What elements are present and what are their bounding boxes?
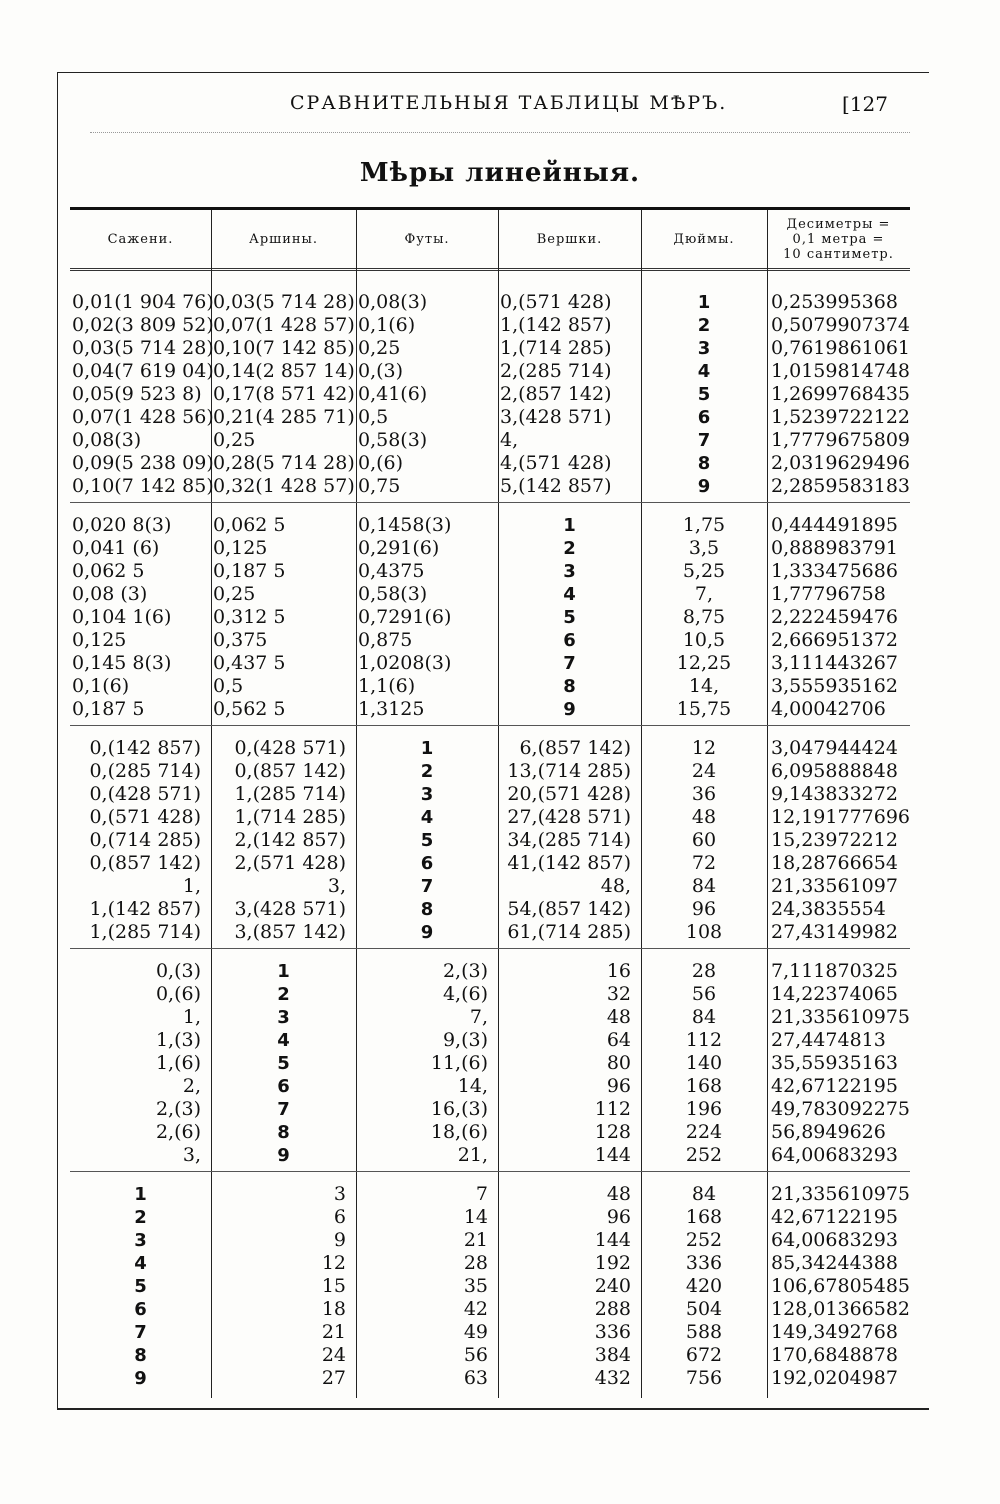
table-cell: 504 xyxy=(685,1298,723,1320)
table-cell: 1,(714 285) xyxy=(500,337,612,359)
table-cell: 128 xyxy=(594,1121,631,1143)
table-cell: 384 xyxy=(594,1344,631,1366)
table-cell: 0,5079907374 xyxy=(771,314,911,336)
table-cell: 0,253995368 xyxy=(771,291,898,313)
table-cell: 196 xyxy=(685,1098,723,1120)
table-cell: 0,(714 285) xyxy=(89,829,201,851)
table-cell: 8,75 xyxy=(682,606,726,628)
table-cell: 15,75 xyxy=(676,698,732,720)
table-cell: 1,7779675809 xyxy=(771,429,911,451)
table-cell: 2,(571 428) xyxy=(234,852,346,874)
table-cell: 3,555935162 xyxy=(771,675,898,697)
table-cell: 8 xyxy=(134,1345,147,1366)
table-cell: 2,0319629496 xyxy=(771,452,911,474)
table-cell: 14,22374065 xyxy=(771,983,898,1005)
table-cell: 1,1(6) xyxy=(358,675,416,697)
table-cell: 9 xyxy=(420,922,434,943)
table-cell: 2,2859583183 xyxy=(771,475,911,497)
table-cell: 0,08(3) xyxy=(72,429,142,451)
table-cell: 85,34244388 xyxy=(771,1252,898,1274)
table-cell: 15 xyxy=(321,1275,346,1297)
header-decimetry: Десиметры = 0,1 метра = 10 сантиметр. xyxy=(783,216,894,262)
table-cell: 63 xyxy=(463,1367,488,1389)
table-cell: 10,5 xyxy=(682,629,726,651)
block-separator xyxy=(70,948,910,949)
table-cell: 42 xyxy=(463,1298,488,1320)
table-cell: 6 xyxy=(277,1076,290,1097)
table-cell: 2,666951372 xyxy=(771,629,898,651)
table-cell: 2,(3) xyxy=(442,960,488,982)
table-cell: 2,222459476 xyxy=(771,606,898,628)
table-cell: 1 xyxy=(563,515,576,536)
table-cell: 7, xyxy=(469,1006,488,1028)
table-cell: 3 xyxy=(134,1230,147,1251)
block-separator xyxy=(70,1171,910,1172)
table-cell: 4 xyxy=(563,584,576,605)
table-cell: 96 xyxy=(606,1206,631,1228)
table-cell: 80 xyxy=(606,1052,631,1074)
table-cell: 0,(142 857) xyxy=(89,737,201,759)
table-cell: 2 xyxy=(134,1207,147,1228)
table-cell: 0,125 xyxy=(213,537,268,559)
block-separator xyxy=(70,502,910,503)
table-cell: 9 xyxy=(697,476,711,497)
table-cell: 1,333475686 xyxy=(771,560,898,582)
table-cell: 6 xyxy=(563,630,576,651)
table-cell: 41,(142 857) xyxy=(507,852,631,874)
table-header-row xyxy=(70,210,910,271)
table-cell: 9 xyxy=(563,699,576,720)
table-cell: 0,25 xyxy=(213,583,256,605)
table-cell: 2,(857 142) xyxy=(500,383,612,405)
running-head: СРАВНИТЕЛЬНЫЯ ТАБЛИЦЫ МѢРЪ. xyxy=(290,92,728,114)
table-cell: 96 xyxy=(691,898,717,920)
table-cell: 8 xyxy=(563,676,576,697)
table-cell: 252 xyxy=(685,1144,723,1166)
table-cell: 12 xyxy=(691,737,717,759)
table-cell: 3, xyxy=(327,875,346,897)
table-cell: 42,67122195 xyxy=(771,1075,898,1097)
table-cell: 9 xyxy=(134,1368,147,1389)
table-cell: 0,(6) xyxy=(358,452,404,474)
table-cell: 96 xyxy=(606,1075,631,1097)
table-cell: 112 xyxy=(685,1029,723,1051)
table-cell: 0,04(7 619 04) xyxy=(72,360,214,382)
table-cell: 0,(428 571) xyxy=(234,737,346,759)
table-cell: 27,4474813 xyxy=(771,1029,886,1051)
table-cell: 24 xyxy=(691,760,717,782)
column-rule xyxy=(767,210,768,1398)
table-cell: 14, xyxy=(457,1075,488,1097)
table-cell: 1 xyxy=(134,1184,147,1205)
table-cell: 0,020 8(3) xyxy=(72,514,172,536)
table-cell: 8 xyxy=(697,453,711,474)
table-cell: 0,7619861061 xyxy=(771,337,911,359)
table-cell: 3 xyxy=(563,561,576,582)
table-cell: 0,28(5 714 28) xyxy=(213,452,355,474)
table-cell: 7 xyxy=(475,1183,488,1205)
table-cell: 36 xyxy=(691,783,717,805)
table-cell: 2,(6) xyxy=(155,1121,201,1143)
table-cell: 8 xyxy=(420,899,434,920)
table-cell: 49 xyxy=(463,1321,488,1343)
table-cell: 9,143833272 xyxy=(771,783,898,805)
header-sazheni: Сажени. xyxy=(107,231,174,247)
table-cell: 0,75 xyxy=(358,475,401,497)
table-cell: 20,(571 428) xyxy=(507,783,631,805)
table-cell: 21, xyxy=(457,1144,488,1166)
table-cell: 27,(428 571) xyxy=(507,806,631,828)
table-cell: 4,(6) xyxy=(442,983,488,1005)
table-cell: 1,77796758 xyxy=(771,583,886,605)
table-cell: 5 xyxy=(134,1276,147,1297)
table-cell: 192 xyxy=(594,1252,631,1274)
table-cell: 0,(857 142) xyxy=(234,760,346,782)
table-cell: 2, xyxy=(182,1075,201,1097)
table-cell: 1,(285 714) xyxy=(234,783,346,805)
table-cell: 0,(428 571) xyxy=(89,783,201,805)
table-cell: 0,(571 428) xyxy=(500,291,612,313)
table-cell: 3 xyxy=(697,338,711,359)
table-cell: 49,783092275 xyxy=(771,1098,911,1120)
table-cell: 1,(285 714) xyxy=(89,921,201,943)
table-cell: 0,444491895 xyxy=(771,514,898,536)
table-cell: 35 xyxy=(463,1275,488,1297)
page-number: [127 xyxy=(842,92,888,116)
table-cell: 21 xyxy=(463,1229,488,1251)
table-cell: 420 xyxy=(685,1275,723,1297)
table-cell: 0,10(7 142 85) xyxy=(72,475,214,497)
table-cell: 672 xyxy=(685,1344,723,1366)
table-cell: 0,17(8 571 42) xyxy=(213,383,355,405)
table-cell: 27 xyxy=(321,1367,346,1389)
table-cell: 0,437 5 xyxy=(213,652,286,674)
table-cell: 2,(285 714) xyxy=(500,360,612,382)
table-cell: 0,(285 714) xyxy=(89,760,201,782)
table-cell: 1 xyxy=(420,738,434,759)
table-cell: 28 xyxy=(463,1252,488,1274)
table-cell: 0,58(3) xyxy=(358,429,428,451)
table-cell: 1,75 xyxy=(682,514,726,536)
header-arshiny: Аршины. xyxy=(248,231,319,247)
table-title: Мѣры линейныя. xyxy=(359,158,641,188)
table-cell: 54,(857 142) xyxy=(507,898,631,920)
table-cell: 18,28766654 xyxy=(771,852,898,874)
measures-table xyxy=(70,207,910,1398)
table-cell: 5 xyxy=(697,384,711,405)
table-cell: 3,047944424 xyxy=(771,737,898,759)
table-cell: 4 xyxy=(134,1253,147,1274)
table-cell: 7 xyxy=(277,1099,290,1120)
table-cell: 0,062 5 xyxy=(213,514,286,536)
table-cell: 1,(6) xyxy=(155,1052,201,1074)
table-cell: 5 xyxy=(420,830,434,851)
table-cell: 0,03(5 714 28) xyxy=(213,291,355,313)
table-cell: 5 xyxy=(277,1053,290,1074)
header-vershki: Вершки. xyxy=(536,231,603,247)
table-cell: 56 xyxy=(463,1344,488,1366)
table-cell: 32 xyxy=(606,983,631,1005)
table-cell: 149,3492768 xyxy=(771,1321,898,1343)
table-cell: 1,(142 857) xyxy=(500,314,612,336)
table-cell: 0,14(2 857 14) xyxy=(213,360,355,382)
table-cell: 0,1(6) xyxy=(72,675,130,697)
table-cell: 48, xyxy=(600,875,631,897)
table-cell: 144 xyxy=(594,1144,631,1166)
table-cell: 7 xyxy=(563,653,576,674)
table-cell: 192,0204987 xyxy=(771,1367,898,1389)
table-cell: 4 xyxy=(420,807,434,828)
table-cell: 336 xyxy=(594,1321,631,1343)
table-cell: 18,(6) xyxy=(430,1121,488,1143)
table-cell: 0,5 xyxy=(358,406,389,428)
table-cell: 6,(857 142) xyxy=(519,737,631,759)
table-cell: 64,00683293 xyxy=(771,1144,898,1166)
table-cell: 6 xyxy=(333,1206,346,1228)
table-cell: 84 xyxy=(691,875,717,897)
table-cell: 1 xyxy=(277,961,290,982)
table-cell: 0,(3) xyxy=(358,360,404,382)
table-cell: 1 xyxy=(697,292,711,313)
table-cell: 240 xyxy=(594,1275,631,1297)
table-cell: 0,08(3) xyxy=(358,291,428,313)
table-cell: 3 xyxy=(277,1007,290,1028)
table-cell: 432 xyxy=(594,1367,631,1389)
table-cell: 14, xyxy=(688,675,720,697)
table-cell: 2 xyxy=(277,984,290,1005)
table-cell: 48 xyxy=(606,1183,631,1205)
table-cell: 1, xyxy=(182,1006,201,1028)
table-cell: 7 xyxy=(697,430,711,451)
table-cell: 1,(142 857) xyxy=(89,898,201,920)
table-cell: 2 xyxy=(563,538,576,559)
table-cell: 0,291(6) xyxy=(358,537,440,559)
table-cell: 21,335610975 xyxy=(771,1183,911,1205)
table-cell: 56 xyxy=(691,983,717,1005)
table-cell: 0,062 5 xyxy=(72,560,145,582)
table-cell: 168 xyxy=(685,1206,723,1228)
table-cell: 8 xyxy=(277,1122,290,1143)
table-cell: 170,6848878 xyxy=(771,1344,898,1366)
table-cell: 3,111443267 xyxy=(771,652,898,674)
table-cell: 35,55935163 xyxy=(771,1052,898,1074)
table-cell: 0,01(1 904 76) xyxy=(72,291,214,313)
table-cell: 0,07(1 428 56) xyxy=(72,406,214,428)
table-cell: 84 xyxy=(691,1183,717,1205)
table-cell: 0,08 (3) xyxy=(72,583,148,605)
table-cell: 0,1(6) xyxy=(358,314,416,336)
table-cell: 6 xyxy=(134,1299,147,1320)
table-cell: 6,095888848 xyxy=(771,760,898,782)
table-cell: 224 xyxy=(685,1121,723,1143)
table-cell: 0,25 xyxy=(213,429,256,451)
table-cell: 1,(3) xyxy=(155,1029,201,1051)
table-cell: 27,43149982 xyxy=(771,921,898,943)
table-cell: 0,888983791 xyxy=(771,537,898,559)
table-cell: 0,41(6) xyxy=(358,383,428,405)
table-cell: 21 xyxy=(321,1321,346,1343)
table-cell: 0,375 xyxy=(213,629,268,651)
table-cell: 0,5 xyxy=(213,675,244,697)
table-cell: 140 xyxy=(685,1052,723,1074)
table-cell: 288 xyxy=(594,1298,631,1320)
table-cell: 3 xyxy=(333,1183,346,1205)
table-cell: 0,(571 428) xyxy=(89,806,201,828)
table-cell: 252 xyxy=(685,1229,723,1251)
table-cell: 0,562 5 xyxy=(213,698,286,720)
table-cell: 5 xyxy=(563,607,576,628)
table-cell: 4 xyxy=(277,1030,290,1051)
table-cell: 60 xyxy=(691,829,717,851)
table-cell: 7 xyxy=(420,876,434,897)
table-cell: 4,00042706 xyxy=(771,698,886,720)
table-cell: 756 xyxy=(685,1367,723,1389)
table-cell: 0,(6) xyxy=(155,983,201,1005)
table-cell: 0,21(4 285 71) xyxy=(213,406,355,428)
page-frame-bottom-rule xyxy=(57,1408,929,1410)
table-cell: 28 xyxy=(691,960,717,982)
table-cell: 16,(3) xyxy=(430,1098,488,1120)
table-cell: 9 xyxy=(333,1229,346,1251)
table-cell: 12,191777696 xyxy=(771,806,911,828)
table-cell: 2 xyxy=(420,761,434,782)
table-cell: 48 xyxy=(691,806,717,828)
table-cell: 18 xyxy=(321,1298,346,1320)
table-cell: 5,25 xyxy=(682,560,726,582)
table-cell: 24,3835554 xyxy=(771,898,886,920)
table-cell: 64,00683293 xyxy=(771,1229,898,1251)
table-cell: 1, xyxy=(182,875,201,897)
table-cell: 0,10(7 142 85) xyxy=(213,337,355,359)
table-cell: 4 xyxy=(697,361,711,382)
table-cell: 108 xyxy=(685,921,723,943)
table-cell: 0,145 8(3) xyxy=(72,652,172,674)
table-cell: 14 xyxy=(463,1206,488,1228)
table-cell: 7, xyxy=(694,583,714,605)
table-cell: 128,01366582 xyxy=(771,1298,911,1320)
table-cell: 6 xyxy=(420,853,434,874)
table-cell: 15,23972212 xyxy=(771,829,898,851)
table-cell: 0,125 xyxy=(72,629,127,651)
table-cell: 588 xyxy=(685,1321,723,1343)
table-cell: 3 xyxy=(420,784,434,805)
table-cell: 0,187 5 xyxy=(72,698,145,720)
table-cell: 0,1458(3) xyxy=(358,514,452,536)
table-cell: 0,312 5 xyxy=(213,606,286,628)
table-cell: 0,104 1(6) xyxy=(72,606,172,628)
table-cell: 0,(3) xyxy=(155,960,201,982)
table-cell: 0,(857 142) xyxy=(89,852,201,874)
table-cell: 0,58(3) xyxy=(358,583,428,605)
table-cell: 0,4375 xyxy=(358,560,425,582)
table-cell: 106,67805485 xyxy=(771,1275,911,1297)
table-cell: 0,02(3 809 52) xyxy=(72,314,214,336)
table-cell: 0,875 xyxy=(358,629,413,651)
table-cell: 7 xyxy=(134,1322,147,1343)
table-cell: 2,(3) xyxy=(155,1098,201,1120)
header-futy: Футы. xyxy=(404,231,450,247)
table-cell: 9 xyxy=(277,1145,290,1166)
table-cell: 4, xyxy=(500,429,519,451)
table-cell: 144 xyxy=(594,1229,631,1251)
table-cell: 0,03(5 714 28) xyxy=(72,337,214,359)
table-cell: 0,7291(6) xyxy=(358,606,452,628)
table-cell: 0,05(9 523 8) xyxy=(72,383,202,405)
block-separator xyxy=(70,725,910,726)
table-cell: 12 xyxy=(321,1252,346,1274)
table-cell: 9,(3) xyxy=(442,1029,488,1051)
table-cell: 56,8949626 xyxy=(771,1121,886,1143)
table-cell: 21,335610975 xyxy=(771,1006,911,1028)
table-cell: 0,32(1 428 57) xyxy=(213,475,355,497)
table-cell: 0,07(1 428 57) xyxy=(213,314,355,336)
table-cell: 16 xyxy=(606,960,631,982)
table-cell: 72 xyxy=(691,852,717,874)
table-cell: 6 xyxy=(697,407,711,428)
table-cell: 13,(714 285) xyxy=(507,760,631,782)
table-cell: 61,(714 285) xyxy=(507,921,631,943)
table-cell: 0,041 (6) xyxy=(72,537,160,559)
table-cell: 168 xyxy=(685,1075,723,1097)
decorative-rule xyxy=(90,122,910,133)
table-cell: 2 xyxy=(697,315,711,336)
table-cell: 1,0208(3) xyxy=(358,652,452,674)
table-cell: 34,(285 714) xyxy=(507,829,631,851)
table-cell: 84 xyxy=(691,1006,717,1028)
table-cell: 64 xyxy=(606,1029,631,1051)
table-cell: 42,67122195 xyxy=(771,1206,898,1228)
table-cell: 3,(857 142) xyxy=(234,921,346,943)
table-cell: 4,(571 428) xyxy=(500,452,612,474)
table-cell: 0,25 xyxy=(358,337,401,359)
table-cell: 112 xyxy=(594,1098,631,1120)
table-cell: 3,5 xyxy=(688,537,720,559)
table-cell: 1,5239722122 xyxy=(771,406,911,428)
table-cell: 5,(142 857) xyxy=(500,475,612,497)
table-cell: 1,2699768435 xyxy=(771,383,911,405)
table-cell: 11,(6) xyxy=(430,1052,488,1074)
table-cell: 3,(428 571) xyxy=(500,406,612,428)
table-cell: 21,33561097 xyxy=(771,875,898,897)
table-cell: 336 xyxy=(685,1252,723,1274)
table-cell: 1,0159814748 xyxy=(771,360,911,382)
table-cell: 12,25 xyxy=(676,652,732,674)
header-dyuimy: Дюймы. xyxy=(673,231,735,247)
table-cell: 7,111870325 xyxy=(771,960,898,982)
table-cell: 24 xyxy=(321,1344,346,1366)
table-cell: 48 xyxy=(606,1006,631,1028)
table-cell: 1,(714 285) xyxy=(234,806,346,828)
table-cell: 1,3125 xyxy=(358,698,425,720)
table-cell: 3, xyxy=(182,1144,201,1166)
table-cell: 0,187 5 xyxy=(213,560,286,582)
table-cell: 3,(428 571) xyxy=(234,898,346,920)
table-cell: 2,(142 857) xyxy=(234,829,346,851)
table-cell: 0,09(5 238 09) xyxy=(72,452,214,474)
